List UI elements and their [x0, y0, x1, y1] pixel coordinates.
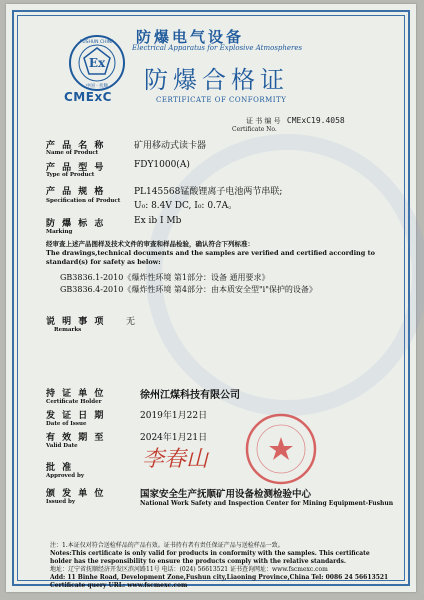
product-spec-label-en: Specification of Product [46, 198, 121, 204]
cert-no-label: 证 书 编 号 [246, 117, 281, 125]
footer-note-en-2: holder has the responsibility to ensure the products comply with the relative standards. [50, 558, 346, 565]
footer-address-en: Add: 11 Binhe Road, Development Zone,Fushun city,Liaoning Province,China Tel: 0086 24 56613521 [50, 574, 389, 581]
footer-address-cn: 地址：辽宁省抚顺经济开发区滨河路11号 电话：(024) 56613521 证书查询网址：www.fscmexc.com [50, 566, 328, 573]
cert-no-label-en: Certificate No. [232, 126, 277, 133]
footer-note-en-1: Notes:This certificate is only valid for products in conformity with the samples. This certificate [50, 550, 370, 557]
footer-query-url: Certificate query URL: www.fscmexc.com [50, 582, 188, 589]
title-en: Electrical Apparatus for Explosive Atmospheres [132, 44, 303, 52]
valid-date-label-en: Valid Date [46, 443, 78, 449]
issue-date-label-en: Date of Issue [46, 421, 87, 427]
issued-by-value-cn: 国家安全生产抚顺矿用设备检测检验中心 [140, 489, 312, 500]
brand-name: CMExC [64, 90, 112, 104]
holder-value: 徐州江煤科技有限公司 [140, 390, 240, 401]
marking-label-en: Marking [46, 229, 73, 235]
marking-label: 防 爆 标 志 [46, 219, 106, 229]
holder-label-en: Certificate Holder [46, 399, 102, 405]
product-spec-value-2: U₀: 8.4V DC, I₀: 0.7A。 [134, 201, 238, 211]
product-type-label: 产 品 型 号 [46, 163, 106, 173]
product-spec-label: 产 品 规 格 [46, 187, 106, 197]
logo-letters: Ex [88, 56, 106, 70]
product-name-label-en: Name of Product [46, 150, 99, 156]
cert-number-row [246, 116, 345, 126]
remarks-label: 说 明 事 项 [46, 317, 106, 327]
approved-label: 批 准 [46, 463, 74, 473]
official-stamp-icon [244, 412, 318, 486]
cert-no-value: CMExC19.4058 [286, 116, 345, 125]
marking-value: Ex ib I Mb [134, 216, 182, 226]
standard-item-2: GB3836.4-2010《爆炸性环境 第4部分：由本质安全型"i"保护的设备》 [60, 285, 317, 294]
issue-date-value: 2019年1月22日 [140, 411, 208, 421]
cert-title-en: CERTIFICATE OF CONFORMITY [156, 96, 287, 104]
product-type-label-en: Type of Product [46, 172, 95, 178]
issued-by-label: 颁 发 单 位 [46, 489, 106, 499]
product-type-value: FDY1000(A) [134, 160, 190, 170]
issued-by-label-en: Issued by [46, 499, 76, 505]
footer-note-cn: 注：1.本证仅对符合送检样品的产品有效。证书持有者有责任保证产品与送检样品一致。 [50, 542, 284, 549]
approved-label-en: Approved by [46, 473, 85, 479]
issued-by-value-en: National Work Safety and Inspection Center for Mining Equipment-Fushun [140, 500, 394, 507]
remarks-value: 无 [126, 317, 136, 327]
holder-label: 持 证 单 位 [46, 389, 106, 399]
cmexc-logo-icon [68, 34, 126, 92]
cert-title-cn: 防爆合格证 [144, 66, 289, 94]
footer-notes [50, 542, 390, 590]
standard-item-1: GB3836.1-2010《爆炸性环境 第1部分：设备 通用要求》 [60, 273, 270, 282]
product-spec-value-1: PL145568锰酸锂离子电池两节串联; [134, 187, 283, 197]
handwritten-signature: 李春山 [142, 447, 209, 472]
issue-date-label: 发 证 日 期 [46, 411, 106, 421]
title-cn: 防爆电气设备 [136, 28, 245, 46]
certificate-sheet [6, 4, 416, 592]
product-name-label: 产 品 名 称 [46, 141, 106, 151]
logo-ring-text: FUSHUN CHINA [79, 40, 115, 45]
valid-date-label: 有 效 期 至 [46, 433, 106, 443]
remarks-label-en: Remarks [54, 327, 82, 333]
conformity-text-en: The drawings,technical documents and the samples are verified and certified according to standard(s) for safety as below: [46, 249, 375, 266]
logo-bottom-text: 中国 · 抚顺 [85, 84, 109, 89]
valid-date-value: 2024年1月21日 [140, 433, 208, 443]
product-name-value: 矿用移动式读卡器 [134, 141, 207, 151]
conformity-text-cn: 经审查上述产品图样及技术文件的审查和样品检验，确认符合下列标准： [46, 240, 254, 248]
